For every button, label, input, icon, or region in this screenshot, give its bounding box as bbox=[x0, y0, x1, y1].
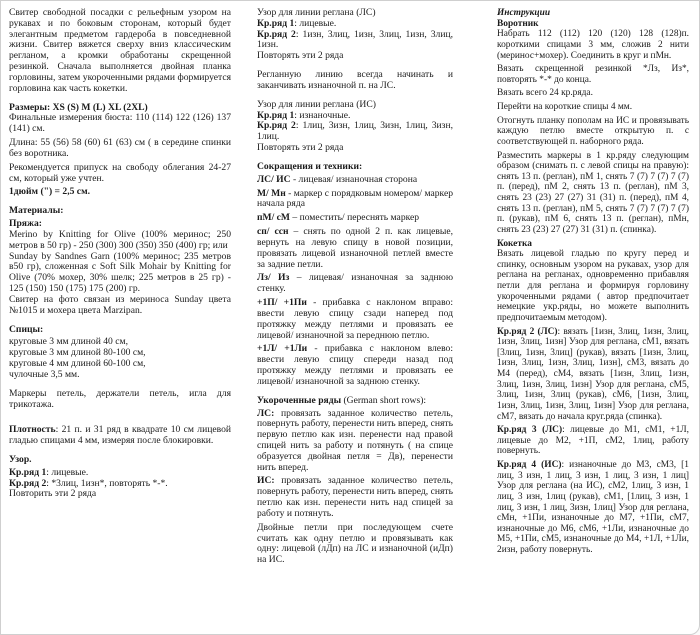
intro-paragraph bbox=[9, 8, 231, 95]
text: - прибавка с наклоном вправо: ввести левую спицу сзади наперед под протяжку между петлями и провязать ее лицевой/ изнаночной за переднюю петлю. bbox=[257, 297, 453, 341]
inch-note bbox=[9, 187, 231, 198]
repeat-note bbox=[9, 489, 231, 500]
text: Разместить маркеры в 1 кр.ряду следующим образом (снимать п. с левой спицы на правую): снять 13 п. (реглан), пМ 1, снять 7 (7) 7 (7) 7 (7) п. (перед), пМ 2, снять 13 п. (реглан), пМ 3, снять 23 (23) 27 (27) 31 (31) п. (перед), пМ 4, снять 13 п. (реглан), пМ 5, снять 7 (7) 7 (7) 7 (7) п. (рукав), пМ 6, снять 13 п. (реглан), пМн, снять 23 (23) 27 (27) 31 (31) п. (спинка). bbox=[497, 150, 689, 235]
yoke-intro bbox=[497, 249, 689, 323]
double-stitch-note bbox=[257, 523, 453, 566]
abbr-item bbox=[257, 213, 453, 224]
bold-text: Кр.ряд 1 bbox=[257, 109, 295, 121]
text: круговые 3 мм длиной 80-100 см, bbox=[9, 347, 146, 359]
text: провязать заданное количество петель, повернуть работу, перенести нить вперед, снять петлю как изн. перенести нить над спицей за работу и потянуть. bbox=[257, 475, 453, 519]
materials-heading bbox=[9, 206, 231, 217]
bold-text: Кр.ряд 1 bbox=[9, 466, 47, 478]
bold-text: Укороченные ряды bbox=[257, 394, 342, 406]
abbr-item bbox=[257, 227, 453, 270]
instructions-heading bbox=[497, 8, 689, 19]
bold-text: 1дюйм (") = 2,5 см. bbox=[9, 186, 91, 198]
bold-text: ЛС/ ИС bbox=[257, 173, 291, 185]
text: - лицевая/ изнаночная сторона bbox=[290, 173, 418, 185]
bold-text: Размеры: XS (S) M (L) XL (2XL) bbox=[9, 101, 148, 113]
repeat-note bbox=[257, 51, 453, 62]
text: : изнаночные. bbox=[294, 109, 351, 121]
bust-measurements bbox=[9, 113, 231, 135]
text: Вязать лицевой гладью по кругу перед и спинку, основным узором на рукавах, узор для реглана на регланах, одновременно прибавляя петли для реглана и формируя горловину укороченными рядами ( автор предпочитает немецкие укр.ряды, но можете выполнить предпочитаемым методом). bbox=[497, 249, 689, 323]
needle-change bbox=[497, 102, 689, 113]
bold-text: Кр.ряд 3 (ЛС) bbox=[497, 425, 563, 436]
text: Двойные петли при последующем счете считать как одну петлю и провязывать как одну: лицевой (лДп) на ЛС и изнаночной (иДп) на ИС. bbox=[257, 521, 453, 566]
text: - маркер с порядковым номером/ маркер начала ряда bbox=[257, 187, 453, 210]
bold-text: Инструкции bbox=[497, 8, 551, 18]
text: Повторять эти 2 ряда bbox=[257, 142, 344, 154]
yarn-option-2 bbox=[9, 252, 231, 295]
text: : лицевые до М1, сМ1, +1Л, лицевые до М2, +1П, сМ2, 1лиц, работу повернуть. bbox=[497, 425, 689, 457]
needles-heading bbox=[9, 325, 231, 336]
stitch-pattern-heading bbox=[9, 455, 231, 466]
text: Отогнуть планку пополам на ИС и провязывать каждую петлю вместе открытую п. с соответствующей п. наборного ряда. bbox=[497, 115, 689, 147]
bold-text: Кокетка bbox=[497, 238, 532, 249]
text: – снять по одной 2 п. как лицевые, вернуть на левую спицу в новой позиции, провязать лицевой изнаночной петлей вместе за задние петли. bbox=[257, 226, 453, 270]
text: Узор для линии реглана (ИС) bbox=[257, 98, 376, 110]
text: – поместить/ переснять маркер bbox=[289, 212, 420, 224]
cast-on bbox=[497, 29, 689, 61]
text: Вязать скрещенной резинкой *Лз, Из*, повторять *-* до конца. bbox=[497, 64, 689, 85]
place-markers bbox=[497, 151, 689, 236]
text: Повторять эти 2 ряда bbox=[257, 50, 344, 62]
bold-text: Кр.ряд 2 bbox=[257, 28, 296, 40]
bold-text: Кр.ряд 4 (ИС) bbox=[497, 460, 562, 470]
yoke-round-3 bbox=[497, 425, 689, 457]
column-2 bbox=[257, 8, 453, 628]
column-1 bbox=[9, 8, 231, 628]
gauge-paragraph bbox=[9, 425, 231, 447]
abbr-item bbox=[257, 273, 453, 295]
yoke-round-4 bbox=[497, 460, 689, 556]
text: Повторить эти 2 ряда bbox=[9, 488, 97, 500]
bold-text: Кр.ряд 2 (ЛС) bbox=[497, 326, 558, 337]
text: Merino by Knitting for Olive (100% меринос; 250 метров в 50 гр) - 250 (300) 300 (350) 350 (400) гр; или bbox=[9, 228, 231, 251]
text: Рекомендуется припуск на свободу облегания 24-27 см, который уже учтен. bbox=[9, 161, 231, 184]
bold-text: Пряжа: bbox=[9, 218, 42, 230]
raglan-note bbox=[257, 70, 453, 92]
abbreviations-heading bbox=[257, 162, 453, 173]
bold-text: М/ Мн bbox=[257, 187, 286, 199]
text: провязать заданное количество петель, повернуть работу, перенести нить вперед, снять первую петлю как изн. перенести над правой спицей нить за работу и потянуть ( на спице образуется двойная петля = Дв), перенести нить вперед. bbox=[257, 407, 453, 473]
text: Свитер свободной посадки с рельефным узором на рукавах и по боковым сторонам, который будет элегантным предметом гардероба в повседневной жизни. Свитер вяжется сверху вниз классическим регланом, а кромки обработаны скрещенной резинкой. Сначала выполняется двойная планка горловины, затем укороченными рядами формируется горловина как часть кокетки. bbox=[9, 8, 231, 94]
yarn-option-1 bbox=[9, 230, 231, 252]
text: круговые 3 мм длиной 40 см, bbox=[9, 336, 128, 348]
bold-text: Сокращения и техники: bbox=[257, 160, 363, 172]
bold-text: ЛС: bbox=[257, 407, 275, 419]
text: чулочные 3,5 мм. bbox=[9, 368, 80, 380]
bold-text: Кр.ряд 1 bbox=[257, 17, 295, 29]
text: : *3лиц, 1изн*, повторять *-*. bbox=[46, 477, 168, 489]
text: круговые 4 мм длиной 60-100 см, bbox=[9, 358, 146, 370]
rib-instruction bbox=[497, 64, 689, 85]
text: : лицевые. bbox=[294, 17, 337, 29]
ease-note bbox=[9, 163, 231, 185]
text: Набрать 112 (112) 120 (120) 128 (128)п. короткими спицами 3 мм, сложив 2 нити (меринос+мохер). Соединить в круг и пМн. bbox=[497, 29, 689, 61]
text: : лицевые. bbox=[46, 466, 89, 478]
collar-heading bbox=[497, 19, 689, 30]
bold-text: Плотность bbox=[9, 424, 56, 436]
repeat-note bbox=[257, 143, 453, 154]
fold-band bbox=[497, 116, 689, 148]
bold-text: Кр.ряд 2 bbox=[9, 477, 47, 489]
round-2 bbox=[257, 121, 453, 143]
text: - прибавка с наклоном влево: ввести левую спицу спереди назад под протяжку между петлями и провязать ее лицевой/ изнаночной за заднюю стенку. bbox=[257, 343, 453, 387]
bold-text: +1Л/ +1Ли bbox=[257, 343, 308, 355]
abbr-item bbox=[257, 344, 453, 387]
text: Маркеры петель, держатели петель, игла для трикотажа. bbox=[9, 387, 231, 410]
text: – лицевая/ изнаночная за заднюю стенку. bbox=[257, 272, 453, 295]
abbr-item bbox=[257, 189, 453, 211]
text: Перейти на короткие спицы 4 мм. bbox=[497, 102, 633, 112]
short-rows-rs bbox=[257, 409, 453, 474]
text: (German short rows): bbox=[341, 394, 427, 406]
text: : 1изн, 3лиц, 1изн, 3лиц, 1изн, 3лиц, 1изн. bbox=[257, 28, 453, 51]
text: Финальные измерения бюста: 110 (114) 122 (126) 137 (141) см. bbox=[9, 112, 231, 135]
short-rows-ws bbox=[257, 476, 453, 519]
yoke-heading bbox=[497, 239, 689, 250]
text: : 1лиц, 3изн, 1лиц, 3изн, 1лиц, 3изн, 1лиц. bbox=[257, 120, 453, 143]
text: Вязать всего 24 кр.ряда. bbox=[497, 88, 593, 99]
length-measurements bbox=[9, 138, 231, 160]
bold-text: ИС: bbox=[257, 475, 275, 487]
text: Длина: 55 (56) 58 (60) 61 (63) см ( в середине спинки без воротника. bbox=[9, 137, 231, 159]
bold-text: Кр.ряд 2 bbox=[257, 120, 296, 132]
bold-text: Узор. bbox=[9, 453, 32, 465]
text: : 21 п. и 31 ряд в квадрате 10 см лицевой гладью спицами 4 мм, измеряя после блокировки. bbox=[9, 424, 231, 447]
text: Узор для линии реглана (ЛС) bbox=[257, 8, 376, 18]
bold-text: Воротник bbox=[497, 18, 539, 29]
bold-text: Спицы: bbox=[9, 323, 44, 335]
short-rows-heading bbox=[257, 396, 453, 407]
needle-line bbox=[9, 370, 231, 381]
bold-text: +1П/ +1Пи bbox=[257, 297, 307, 309]
round-2 bbox=[257, 30, 453, 52]
bold-text: Материалы: bbox=[9, 205, 64, 217]
column-3 bbox=[497, 8, 689, 628]
notions-line bbox=[9, 389, 231, 411]
sample-colors bbox=[9, 295, 231, 317]
abbr-item bbox=[257, 175, 453, 186]
bold-text: Лз/ Из bbox=[257, 272, 290, 284]
yoke-round-2 bbox=[497, 327, 689, 423]
rounds-count bbox=[497, 88, 689, 99]
bold-text: пМ/ сМ bbox=[257, 212, 290, 224]
abbr-item bbox=[257, 298, 453, 341]
text: : изнаночные до М3, сМ3, [1 лиц, 3 изн, 1 лиц, 3 изн, 1 лиц, 3 изн, 1 лиц] Узор для реглана (на ИС), сМ2, 1лиц, 3 изн, 1 лиц, 3 изн, 1лиц (рукав), сМ1, [1лиц, 3 изн, 1 лиц, 3 изн, 1 лиц, 3изн, 1лиц] Узор для реглана, сМн, +1Пи, изнаночные до М7, +1Пи, сМ7, изнаночные до М6, сМ6, +1Ли, изнаночные до М5, +1Пи, сМ5, изнаночные до М4, +1Л, +1Ли, 2изн, работу повернуть. bbox=[497, 460, 689, 555]
text: Свитер на фото связан из мериноса Sunday цвета №1015 и мохера цвета Marzipan. bbox=[9, 293, 231, 316]
bold-text: сп/ ссн bbox=[257, 226, 289, 238]
text: Регланную линию всегда начинать и заканчивать изнаночной п. на ЛС. bbox=[257, 69, 453, 91]
text: : вязать [1изн, 3лиц, 1изн, 3лиц, 1изн, 3лиц, 1изн] Узор для реглана, сМ1, вязать [3лиц, 1изн, 3лиц] (рукав), вязать [1изн, 3лиц, 1изн, 3лиц, 1изн, 3лиц, 1изн], сМ3, вязать до М4 (перед), сМ4, вязать [1изн, 3лиц, 1изн, 3лиц, 1изн, 3лиц, 1изн] Узор для реглана, сМ5, 3лиц, 1изн, 3лиц (рукав), сМ6, [1изн, 3лиц, 1изн, 3лиц, 1изн, 3лиц, 1изн] Узор для реглана, сМ7, вязать до начала круг.ряда (спинка). bbox=[497, 326, 689, 422]
text: Sunday by Sandnes Garn (100% меринос; 235 метров в50 гр), сложенная с Soft Silk Mohair by Knitting for Olive (70% мохер, 30% шелк; 225 метров в 25 гр) - 125 (150) 150 (175) 175 (200) гр. bbox=[9, 250, 231, 295]
